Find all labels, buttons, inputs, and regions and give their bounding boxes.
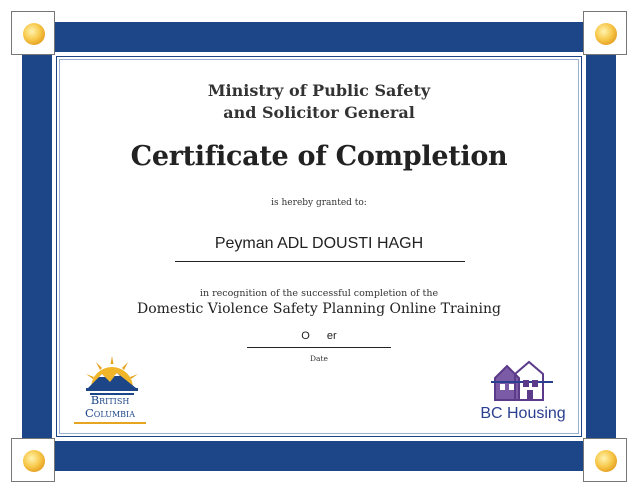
date-label: Date [310, 354, 328, 363]
sun-icon [23, 450, 45, 472]
date-value: O er [301, 330, 337, 342]
bc-underline [74, 422, 146, 424]
bc-housing-logo-icon [485, 356, 557, 406]
bc-housing-wordmark: BC Housing [480, 405, 566, 422]
border-bottom [22, 441, 616, 471]
sun-icon [23, 23, 45, 45]
ministry-line-2: and Solicitor General [223, 103, 415, 122]
ministry-heading [0, 80, 638, 124]
bc-line-2: Columbia [85, 406, 135, 420]
recipient-name: Peyman ADL DOUSTI HAGH [214, 235, 424, 252]
corner-ornament-bottom-left [11, 438, 55, 482]
corner-ornament-top-left [11, 11, 55, 55]
sun-icon [595, 450, 617, 472]
name-underline [175, 261, 465, 262]
course-name: Domestic Violence Safety Planning Online Training [136, 301, 502, 317]
british-columbia-wordmark [70, 394, 150, 424]
corner-ornament-bottom-right [583, 438, 627, 482]
ministry-line-1: Ministry of Public Safety [207, 81, 431, 100]
bc-line-1: British [90, 393, 130, 407]
corner-ornament-top-right [583, 11, 627, 55]
sun-icon [595, 23, 617, 45]
border-top [22, 22, 616, 52]
granted-text: is hereby granted to: [271, 198, 367, 208]
certificate-title: Certificate of Completion [130, 141, 508, 172]
date-underline [247, 347, 391, 348]
recognition-text: in recognition of the successful completion of the [199, 288, 439, 299]
